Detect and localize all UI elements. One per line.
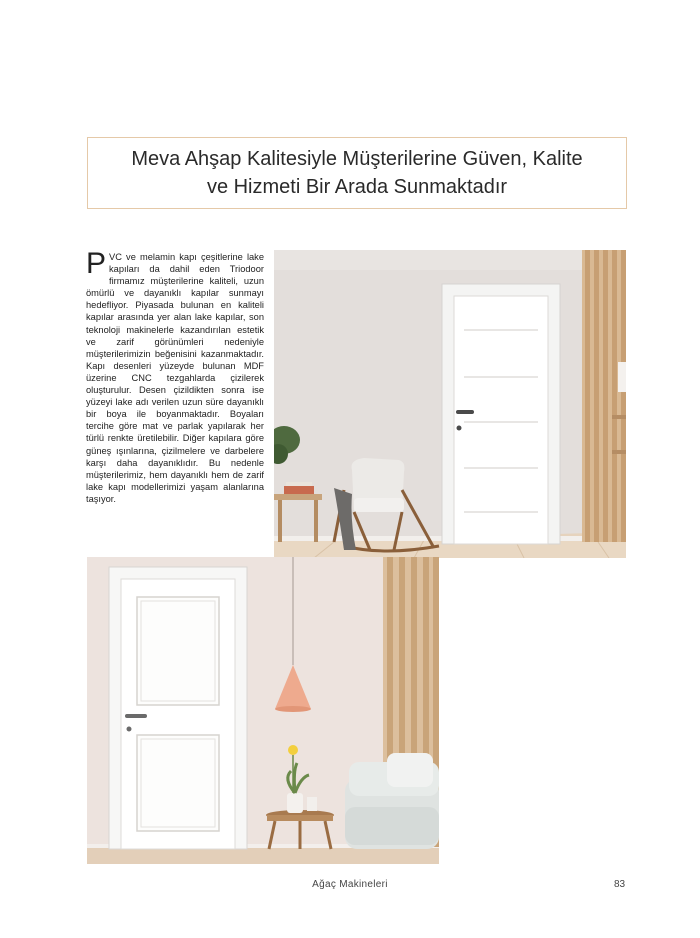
- page-title: Meva Ahşap Kalitesiyle Müşterilerine Güven, Kalite ve Hizmeti Bir Arada Sunmaktadır: [131, 148, 583, 198]
- article-text: VC ve melamin kapı çeşitlerine lake kapıları da dahil eden Triodoor firmamız müşterilerine kaliteli, uzun ömürlü ve dayanıklı kapılar sunmayı hedefliyor. Piyasada bulunan en kaliteli kapılar arasında yer alan lake kapılar, son teknoloji makinelerle kazandırılan estetik ve zarif görünümleri nedeniyle müşterilerimizin beğenisini kazanmaktadır. Kapı desenleri yüzeyde bulunan MDF üzerine CNC tezgahlarda çizilerek oluşturulur. Desen çizildikten sonra ise yüzeyi lake adı verilen uzun süre dayanıklı bir boya ile boyanmaktadır. Boyaları tercihe göre mat ve parlak yapılarak her türlü renkte üretilebilir. Diğer kapılara göre güneş ışınlarına, çizilmelere ve darbelere karşı daha dayanıklıdır. Bu nedenle müşterilerimiz, hem dayanıklı hem de zarif lake kapı modellerimizi yaşam alanlarına taşıyor.: [86, 252, 264, 504]
- drop-cap: P: [86, 247, 107, 280]
- article-body: [86, 247, 264, 505]
- footer-magazine-name: Ağaç Makineleri: [312, 879, 388, 890]
- door-photo-classic: [87, 557, 439, 864]
- door-photo-modern: [274, 250, 626, 558]
- title-box: [87, 137, 627, 209]
- page-number: 83: [614, 879, 626, 890]
